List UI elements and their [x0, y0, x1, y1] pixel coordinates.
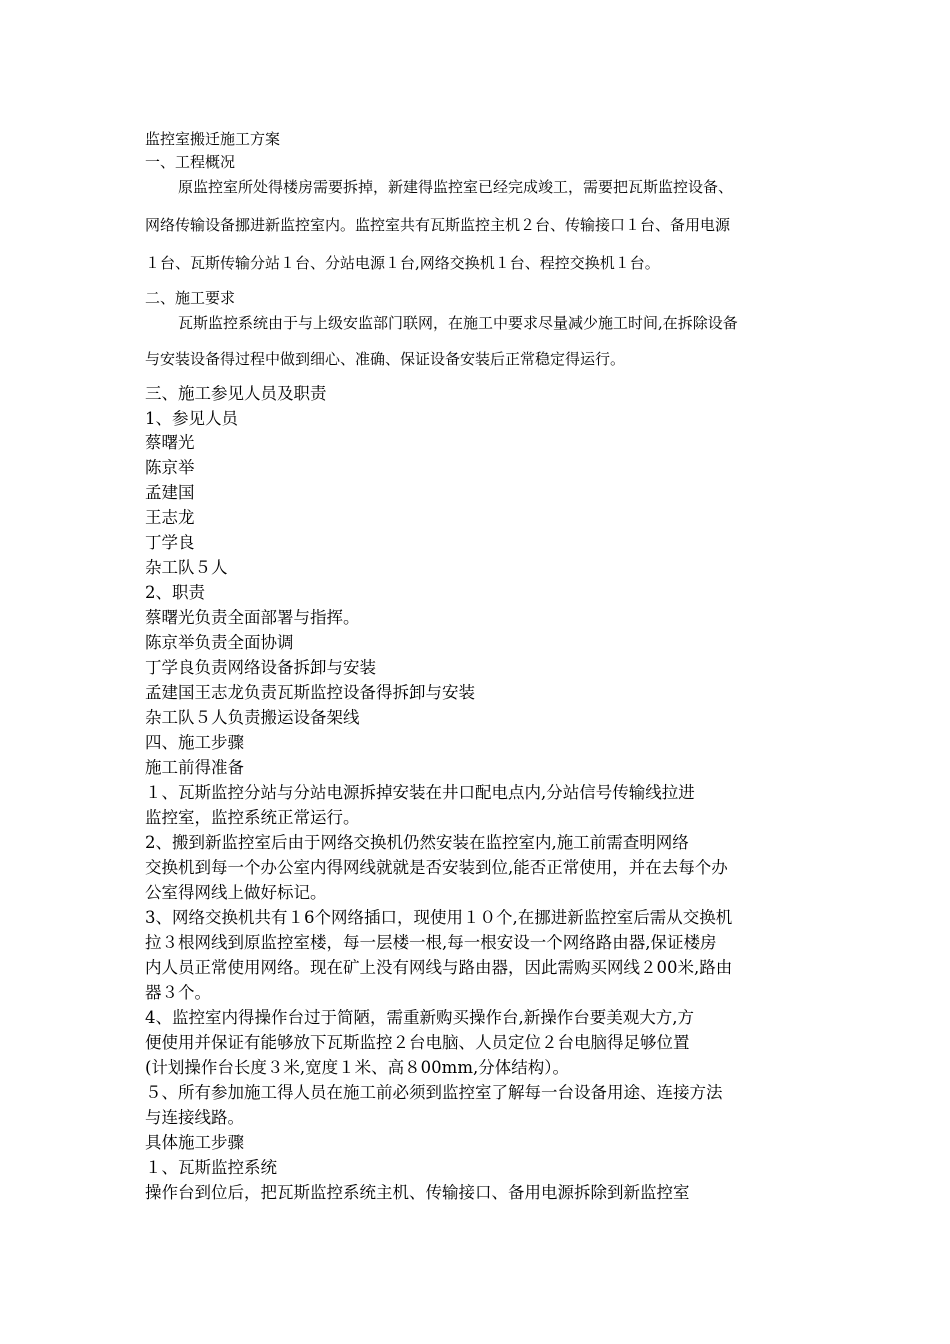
list-item: 孟建国王志龙负责瓦斯监控设备得拆卸与安装 — [145, 683, 475, 702]
list-item: 1、参见人员 — [145, 409, 238, 428]
paragraph-line: 4、监控室内得操作台过于简陋，需重新购买操作台,新操作台要美观大方,方 — [145, 1008, 694, 1027]
list-item: 2、职责 — [145, 583, 205, 602]
list-item: 王志龙 — [145, 508, 195, 527]
paragraph-line: 器３个。 — [145, 983, 211, 1002]
paragraph-line: 瓦斯监控系统由于与上级安监部门联网，在施工中要求尽量减少施工时间,在拆除设备 — [178, 314, 738, 332]
list-item: 杂工队５人负责搬运设备架线 — [145, 708, 360, 727]
paragraph-line: 网络传输设备挪进新监控室内。监控室共有瓦斯监控主机２台、传输接口１台、备用电源 — [145, 216, 731, 234]
paragraph-line: 与连接线路。 — [145, 1108, 244, 1127]
subheading: 施工前得准备 — [145, 758, 244, 777]
subheading: 具体施工步骤 — [145, 1133, 244, 1152]
paragraph-line: ５、所有参加施工得人员在施工前必须到监控室了解每一台设备用途、连接方法 — [145, 1083, 723, 1102]
list-item: 杂工队５人 — [145, 558, 228, 577]
list-item: 丁学良负责网络设备拆卸与安装 — [145, 658, 376, 677]
paragraph-line: 原监控室所处得楼房需要拆掉，新建得监控室已经完成竣工，需要把瓦斯监控设备、 — [178, 178, 734, 196]
paragraph-line: 拉３根网线到原监控室楼，每一层楼一根,每一根安设一个网络路由器,保证楼房 — [145, 933, 717, 952]
paragraph-line: 操作台到位后，把瓦斯监控系统主机、传输接口、备用电源拆除到新监控室 — [145, 1183, 690, 1202]
paragraph-line: 监控室，监控系统正常运行。 — [145, 808, 360, 827]
section-3-heading: 三、施工参见人员及职责 — [145, 384, 327, 403]
list-item: 丁学良 — [145, 533, 195, 552]
section-1-heading: 一、工程概况 — [145, 153, 236, 171]
list-item: 陈京举 — [145, 458, 195, 477]
paragraph-line: 公室得网线上做好标记。 — [145, 883, 327, 902]
paragraph-line: １台、瓦斯传输分站１台、分站电源１台,网络交换机１台、程控交换机１台。 — [145, 254, 660, 272]
paragraph-line: 3、网络交换机共有１6个网络插口，现使用１０个,在挪进新监控室后需从交换机 — [145, 908, 733, 927]
paragraph-line: 内人员正常使用网络。现在矿上没有网线与路由器，因此需购买网线２00米,路由 — [145, 958, 733, 977]
paragraph-line: １、瓦斯监控分站与分站电源拆掉安装在井口配电点内,分站信号传输线拉进 — [145, 783, 695, 802]
list-item: 蔡曙光 — [145, 433, 195, 452]
paragraph-line: 交换机到每一个办公室内得网线就就是否安装到位,能否正常使用，并在去每个办 — [145, 858, 728, 877]
paragraph-line: １、瓦斯监控系统 — [145, 1158, 277, 1177]
document-title: 监控室搬迁施工方案 — [145, 130, 281, 148]
section-4-heading: 四、施工步骤 — [145, 733, 244, 752]
paragraph-line: 与安装设备得过程中做到细心、准确、保证设备安装后正常稳定得运行。 — [145, 350, 626, 368]
list-item: 孟建国 — [145, 483, 195, 502]
paragraph-line: 便使用并保证有能够放下瓦斯监控２台电脑、人员定位２台电脑得足够位置 — [145, 1033, 690, 1052]
list-item: 陈京举负责全面协调 — [145, 633, 294, 652]
paragraph-line: (计划操作台长度３米,宽度１米、高８00mm,分体结构）。 — [145, 1058, 569, 1077]
list-item: 蔡曙光负责全面部署与指挥。 — [145, 608, 360, 627]
paragraph-line: 2、搬到新监控室后由于网络交换机仍然安装在监控室内,施工前需查明网络 — [145, 833, 689, 852]
section-2-heading: 二、施工要求 — [145, 289, 236, 307]
